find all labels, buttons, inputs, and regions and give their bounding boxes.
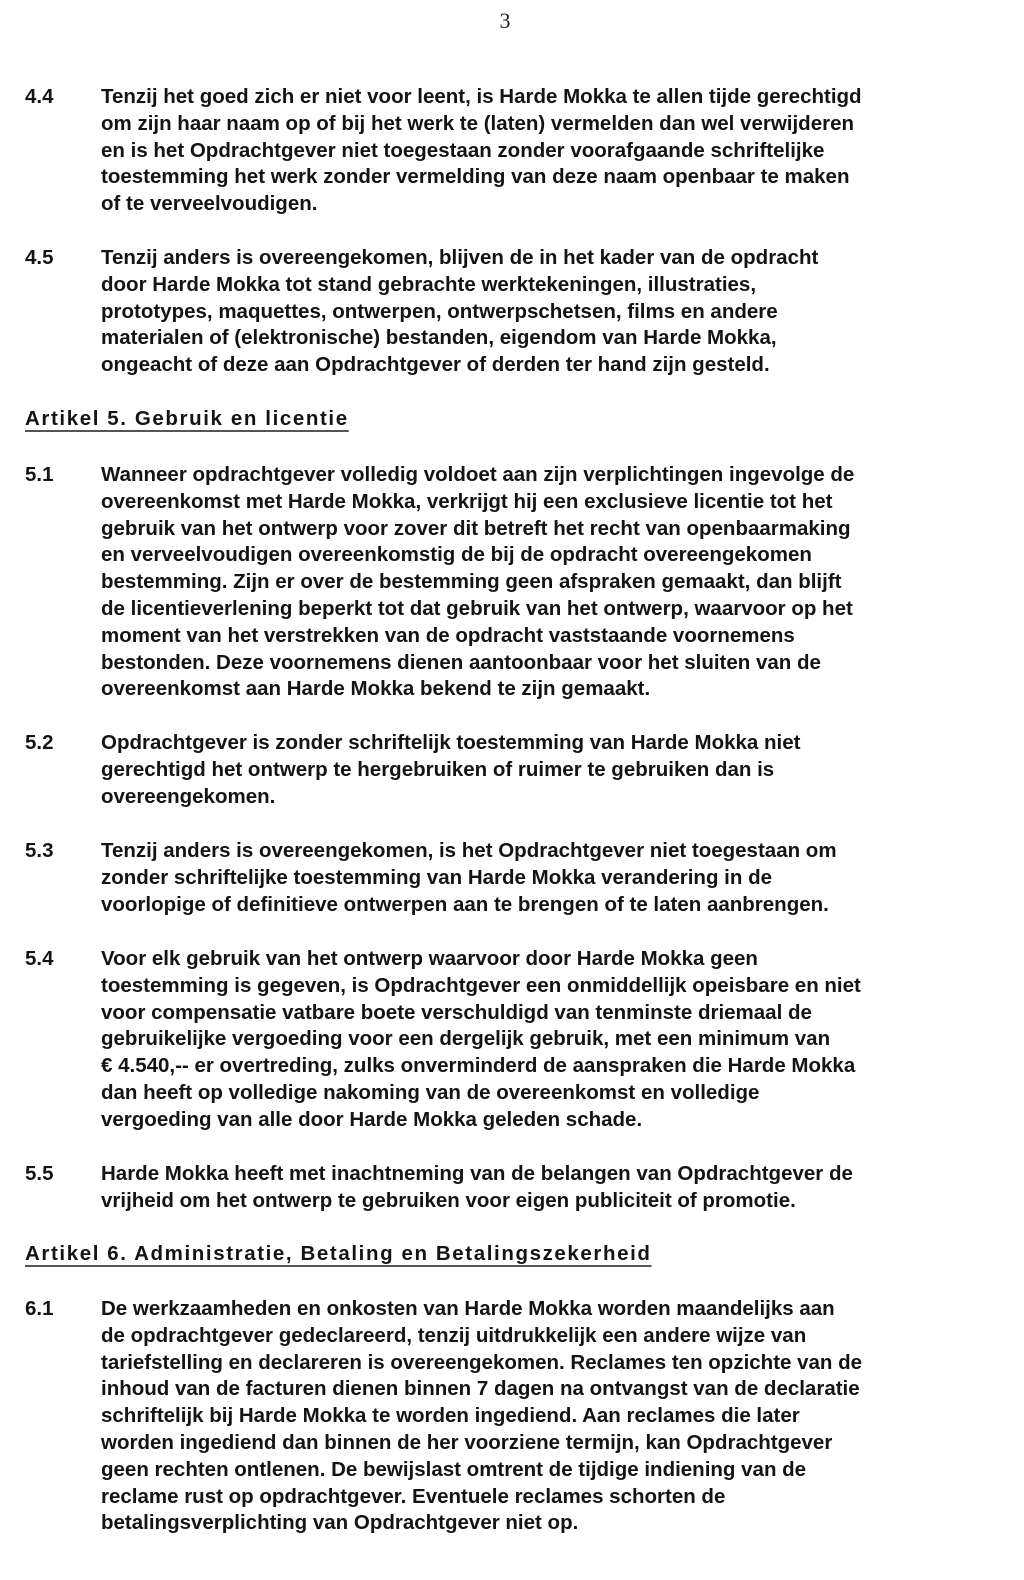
clause-line: of te verveelvoudigen. <box>101 192 318 216</box>
clause-line: de opdrachtgever gedeclareerd, tenzij uitdrukkelijk een andere wijze van <box>101 1323 807 1347</box>
clause-number: 4.4 <box>25 85 54 108</box>
clause-line: overeenkomst aan Harde Mokka bekend te zijn gemaakt. <box>101 677 651 701</box>
clause-line: geen rechten ontlenen. De bewijslast omtrent de tijdige indiening van de <box>101 1457 807 1481</box>
clause-line: schriftelijk bij Harde Mokka te worden ingediend. Aan reclames die later <box>101 1404 800 1428</box>
clause-number: 5.1 <box>25 463 54 486</box>
clause-line: toestemming het werk zonder vermelding van deze naam openbaar te maken <box>101 165 850 189</box>
clause-line: ongeacht of deze aan Opdrachtgever of derden ter hand zijn gesteld. <box>101 353 770 377</box>
clause-line: voorlopige of definitieve ontwerpen aan te brengen of te laten aanbrengen. <box>101 892 829 916</box>
clause-line: voor compensatie vatbare boete verschuldigd van tenminste driemaal de <box>101 1000 812 1024</box>
clause-line: overeengekomen. <box>101 784 276 808</box>
clause-line: bestonden. Deze voornemens dienen aantoonbaar voor het sluiten van de <box>101 650 821 674</box>
clause-line: Voor elk gebruik van het ontwerp waarvoor door Harde Mokka geen <box>101 947 758 970</box>
clause-line: De werkzaamheden en onkosten van Harde Mokka worden maandelijks aan <box>101 1297 835 1320</box>
clause-line: door Harde Mokka tot stand gebrachte werktekeningen, illustraties, <box>101 272 757 296</box>
clause-text <box>101 730 1011 810</box>
clause-number: 5.4 <box>25 947 54 970</box>
clause-line: Tenzij het goed zich er niet voor leent, is Harde Mokka te allen tijde gerechtigd <box>101 85 862 108</box>
clause-line: Opdrachtgever is zonder schriftelijk toestemming van Harde Mokka niet <box>101 731 801 754</box>
clause-number: 4.5 <box>25 246 54 269</box>
page-number: 3 <box>499 8 511 33</box>
clause-line: moment van het verstrekken van de opdracht vaststaande voornemens <box>101 623 795 647</box>
clause-line: overeenkomst met Harde Mokka, verkrijgt hij een exclusieve licentie tot het <box>101 489 833 513</box>
clause-text <box>101 1161 1011 1215</box>
clause-line: toestemming is gegeven, is Opdrachtgever een onmiddellijk opeisbare en niet <box>101 973 861 997</box>
clause-line: inhoud van de facturen dienen binnen 7 dagen na ontvangst van de declaratie <box>101 1377 860 1401</box>
clause-line: en verveelvoudigen overeenkomstig de bij de opdracht overeengekomen <box>101 543 812 567</box>
clause-line: vrijheid om het ontwerp te gebruiken voor eigen publiciteit of promotie. <box>101 1188 796 1212</box>
clause-text <box>101 838 1011 918</box>
clause-line: € 4.540,-- er overtreding, zulks onverminderd de aanspraken die Harde Mokka <box>101 1054 856 1078</box>
clause-line: gerechtigd het ontwerp te hergebruiken of ruimer te gebruiken dan is <box>101 757 775 781</box>
clause-text <box>101 1296 1011 1537</box>
clause-line: reclame rust op opdrachtgever. Eventuele reclames schorten de <box>101 1484 726 1508</box>
clause-line: vergoeding van alle door Harde Mokka geleden schade. <box>101 1107 643 1131</box>
clause-line: en is het Opdrachtgever niet toegestaan zonder voorafgaande schriftelijke <box>101 138 825 162</box>
clause-line: Tenzij anders is overeengekomen, is het Opdrachtgever niet toegestaan om <box>101 839 837 862</box>
clause-number: 5.5 <box>25 1162 54 1185</box>
clause-line: dan heeft op volledige nakoming van de overeenkomst en volledige <box>101 1080 760 1104</box>
clause-line: Wanneer opdrachtgever volledig voldoet aan zijn verplichtingen ingevolge de <box>101 463 855 486</box>
clause-line: tariefstelling en declareren is overeengekomen. Reclames ten opzichte van de <box>101 1350 863 1374</box>
heading-artikel-6: Artikel 6. Administratie, Betaling en Betalingszekerheid <box>25 1242 652 1265</box>
clause-number: 6.1 <box>25 1297 54 1320</box>
clause-line: Harde Mokka heeft met inachtneming van de belangen van Opdrachtgever de <box>101 1162 853 1185</box>
clause-text <box>101 84 1011 218</box>
clause-line: materialen of (elektronische) bestanden, eigendom van Harde Mokka, <box>101 326 777 350</box>
clause-text <box>101 245 1011 379</box>
clause-line: betalingsverplichting van Opdrachtgever niet op. <box>101 1511 579 1535</box>
heading-artikel-5: Artikel 5. Gebruik en licentie <box>25 407 349 430</box>
clause-text <box>101 946 1011 1134</box>
clause-line: gebruik van het ontwerp voor zover dit betreft het recht van openbaarmaking <box>101 516 851 540</box>
clause-line: de licentieverlening beperkt tot dat gebruik van het ontwerp, waarvoor op het <box>101 596 853 620</box>
clause-line: bestemming. Zijn er over de bestemming geen afspraken gemaakt, dan blijft <box>101 570 842 594</box>
clause-text <box>101 462 1011 703</box>
clause-line: gebruikelijke vergoeding voor een dergelijk gebruik, met een minimum van <box>101 1027 831 1051</box>
clause-line: om zijn haar naam op of bij het werk te (laten) vermelden dan wel verwijderen <box>101 111 854 135</box>
clause-line: zonder schriftelijke toestemming van Harde Mokka verandering in de <box>101 865 772 889</box>
clause-line: worden ingediend dan binnen de her voorziene termijn, kan Opdrachtgever <box>101 1430 833 1454</box>
clause-line: Tenzij anders is overeengekomen, blijven de in het kader van de opdracht <box>101 246 819 269</box>
clause-line: prototypes, maquettes, ontwerpen, ontwerpschetsen, films en andere <box>101 299 778 323</box>
clause-number: 5.3 <box>25 839 54 862</box>
clause-number: 5.2 <box>25 731 54 754</box>
